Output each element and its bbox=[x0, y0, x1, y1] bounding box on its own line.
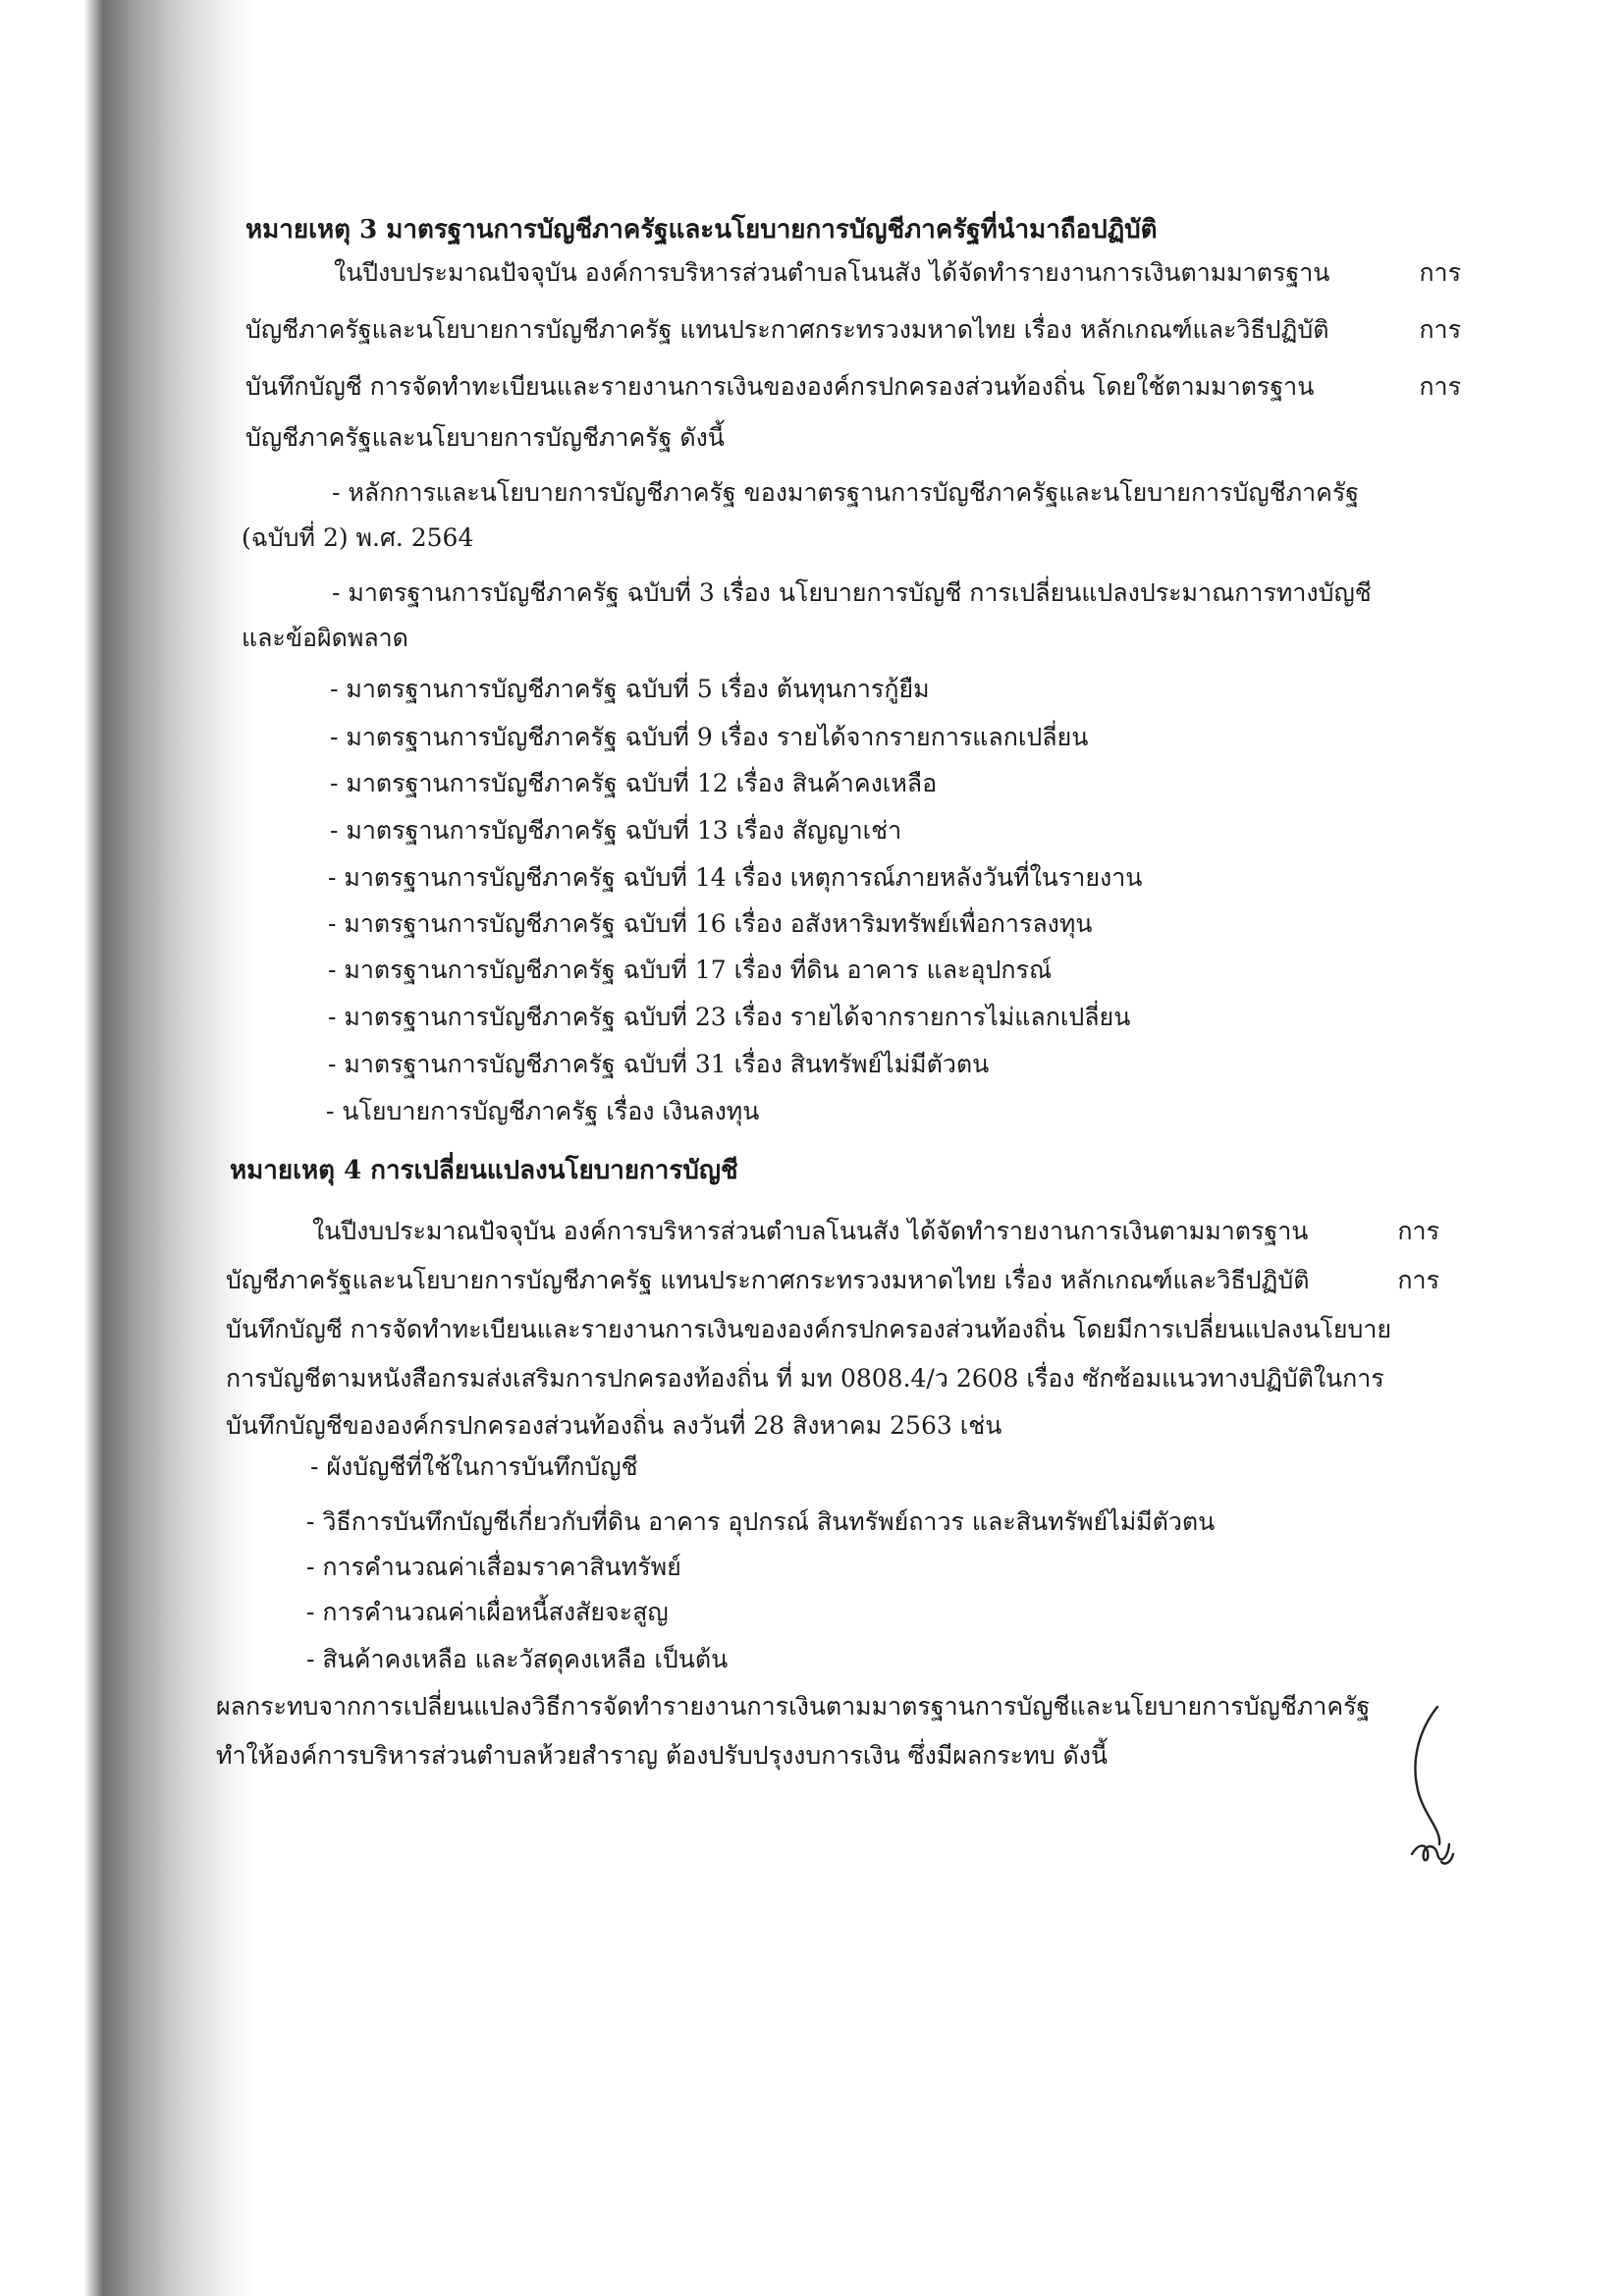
note3-std3-line-2: และข้อผิดพลาด bbox=[242, 624, 408, 652]
standard-item: - มาตรฐานการบัญชีภาครัฐ ฉบับที่ 31 เรื่อง สินทรัพย์ไม่มีตัวตน bbox=[328, 1050, 990, 1078]
note4-para-line-1-tail: การ bbox=[1397, 1217, 1439, 1245]
note3-para-line-4: บัญชีภาครัฐและนโยบายการบัญชีภาครัฐ ดังนี้ bbox=[245, 423, 725, 452]
note4-para-line-1 bbox=[312, 1216, 1439, 1247]
note3-principles-line-2: (ฉบับที่ 2) พ.ศ. 2564 bbox=[242, 523, 474, 552]
note3-para-line-1-text: ในปีงบประมาณปัจจุบัน องค์การบริหารส่วนตำบลโนนสัง ได้จัดทำรายงานการเงินตามมาตรฐาน bbox=[334, 258, 1330, 287]
standard-item: - มาตรฐานการบัญชีภาครัฐ ฉบับที่ 5 เรื่อง ต้นทุนการกู้ยืม bbox=[330, 675, 930, 703]
standard-item: - นโยบายการบัญชีภาครัฐ เรื่อง เงินลงทุน bbox=[326, 1097, 760, 1125]
note4-para-line-3: บันทึกบัญชี การจัดทำทะเบียนและรายงานการเงินขององค์กรปกครองส่วนท้องถิ่น โดยมีการเปลี่ยนแปลงนโยบาย bbox=[226, 1315, 1392, 1343]
note4-para-line-4: การบัญชีตามหนังสือกรมส่งเสริมการปกครองท้องถิ่น ที่ มท 0808.4/ว 2608 เรื่อง ซักซ้อมแนวทางปฏิบัติในการ bbox=[226, 1364, 1384, 1393]
note3-std3-line-1: - มาตรฐานการบัญชีภาครัฐ ฉบับที่ 3 เรื่อง นโยบายการบัญชี การเปลี่ยนแปลงประมาณการทางบัญชี bbox=[332, 578, 1372, 607]
note3-para-line-2-text: บัญชีภาครัฐและนโยบายการบัญชีภาครัฐ แทนประกาศกระทรวงมหาดไทย เรื่อง หลักเกณฑ์และวิธีปฏิบัติ bbox=[245, 315, 1329, 344]
note3-principles-line-1: - หลักการและนโยบายการบัญชีภาครัฐ ของมาตรฐานการบัญชีภาครัฐและนโยบายการบัญชีภาครัฐ bbox=[332, 478, 1360, 507]
standard-item: - มาตรฐานการบัญชีภาครัฐ ฉบับที่ 16 เรื่อง อสังหาริมทรัพย์เพื่อการลงทุน bbox=[328, 909, 1093, 938]
note4-effect-line-2: ทำให้องค์การบริหารส่วนตำบลห้วยสำราญ ต้องปรับปรุงงบการเงิน ซึ่งมีผลกระทบ ดังนี้ bbox=[216, 1741, 1109, 1770]
note3-para-line-1-tail: การ bbox=[1419, 258, 1461, 287]
standard-item: - มาตรฐานการบัญชีภาครัฐ ฉบับที่ 9 เรื่อง รายได้จากรายการแลกเปลี่ยน bbox=[330, 723, 1089, 751]
note3-para-line-2-tail: การ bbox=[1419, 315, 1461, 344]
note4-item: - วิธีการบันทึกบัญชีเกี่ยวกับที่ดิน อาคาร อุปกรณ์ สินทรัพย์ถาวร และสินทรัพย์ไม่มีตัวตน bbox=[306, 1507, 1216, 1536]
standard-item: - มาตรฐานการบัญชีภาครัฐ ฉบับที่ 13 เรื่อง สัญญาเช่า bbox=[330, 816, 902, 845]
standard-item: - มาตรฐานการบัญชีภาครัฐ ฉบับที่ 12 เรื่อง สินค้าคงเหลือ bbox=[330, 769, 938, 797]
note4-para-line-2-tail: การ bbox=[1397, 1266, 1439, 1294]
note3-heading: หมายเหตุ 3 มาตรฐานการบัญชีภาครัฐและนโยบายการบัญชีภาครัฐที่นำมาถือปฏิบัติ bbox=[245, 215, 1158, 245]
standard-item: - มาตรฐานการบัญชีภาครัฐ ฉบับที่ 17 เรื่อง ที่ดิน อาคาร และอุปกรณ์ bbox=[328, 956, 1053, 984]
standard-item: - มาตรฐานการบัญชีภาครัฐ ฉบับที่ 23 เรื่อง รายได้จากรายการไม่แลกเปลี่ยน bbox=[328, 1003, 1131, 1031]
standard-item: - มาตรฐานการบัญชีภาครัฐ ฉบับที่ 14 เรื่อง เหตุการณ์ภายหลังวันที่ในรายงาน bbox=[328, 863, 1143, 892]
note4-item: - การคำนวณค่าเผื่อหนี้สงสัยจะสูญ bbox=[306, 1598, 669, 1626]
note4-para-line-5: บันทึกบัญชีขององค์กรปกครองส่วนท้องถิ่น ลงวันที่ 28 สิงหาคม 2563 เช่น bbox=[226, 1411, 1002, 1440]
note3-para-line-2 bbox=[245, 314, 1461, 346]
note3-para-line-3 bbox=[245, 371, 1461, 403]
note3-para-line-1 bbox=[334, 257, 1461, 289]
note3-para-line-3-tail: การ bbox=[1419, 372, 1461, 401]
note3-para-line-3-text: บันทึกบัญชี การจัดทำทะเบียนและรายงานการเงินขององค์กรปกครองส่วนท้องถิ่น โดยใช้ตามมาตรฐาน bbox=[245, 372, 1315, 401]
signature-mark bbox=[1382, 1697, 1461, 1874]
note4-item: - สินค้าคงเหลือ และวัสดุคงเหลือ เป็นต้น bbox=[306, 1645, 729, 1673]
note4-heading: หมายเหตุ 4 การเปลี่ยนแปลงนโยบายการบัญชี bbox=[230, 1156, 738, 1185]
note4-para-line-2-text: บัญชีภาครัฐและนโยบายการบัญชีภาครัฐ แทนประกาศกระทรวงมหาดไทย เรื่อง หลักเกณฑ์และวิธีปฏิบัติ bbox=[226, 1266, 1310, 1294]
note4-item: - การคำนวณค่าเสื่อมราคาสินทรัพย์ bbox=[306, 1553, 681, 1581]
note4-para-line-2 bbox=[226, 1265, 1439, 1296]
note4-para-line-1-text: ในปีงบประมาณปัจจุบัน องค์การบริหารส่วนตำบลโนนสัง ได้จัดทำรายงานการเงินตามมาตรฐาน bbox=[312, 1217, 1309, 1245]
note4-effect-line-1: ผลกระทบจากการเปลี่ยนแปลงวิธีการจัดทำรายงานการเงินตามมาตรฐานการบัญชีและนโยบายการบัญชีภาครัฐ bbox=[216, 1692, 1371, 1721]
note4-item: - ผังบัญชีที่ใช้ในการบันทึกบัญชี bbox=[310, 1452, 638, 1481]
